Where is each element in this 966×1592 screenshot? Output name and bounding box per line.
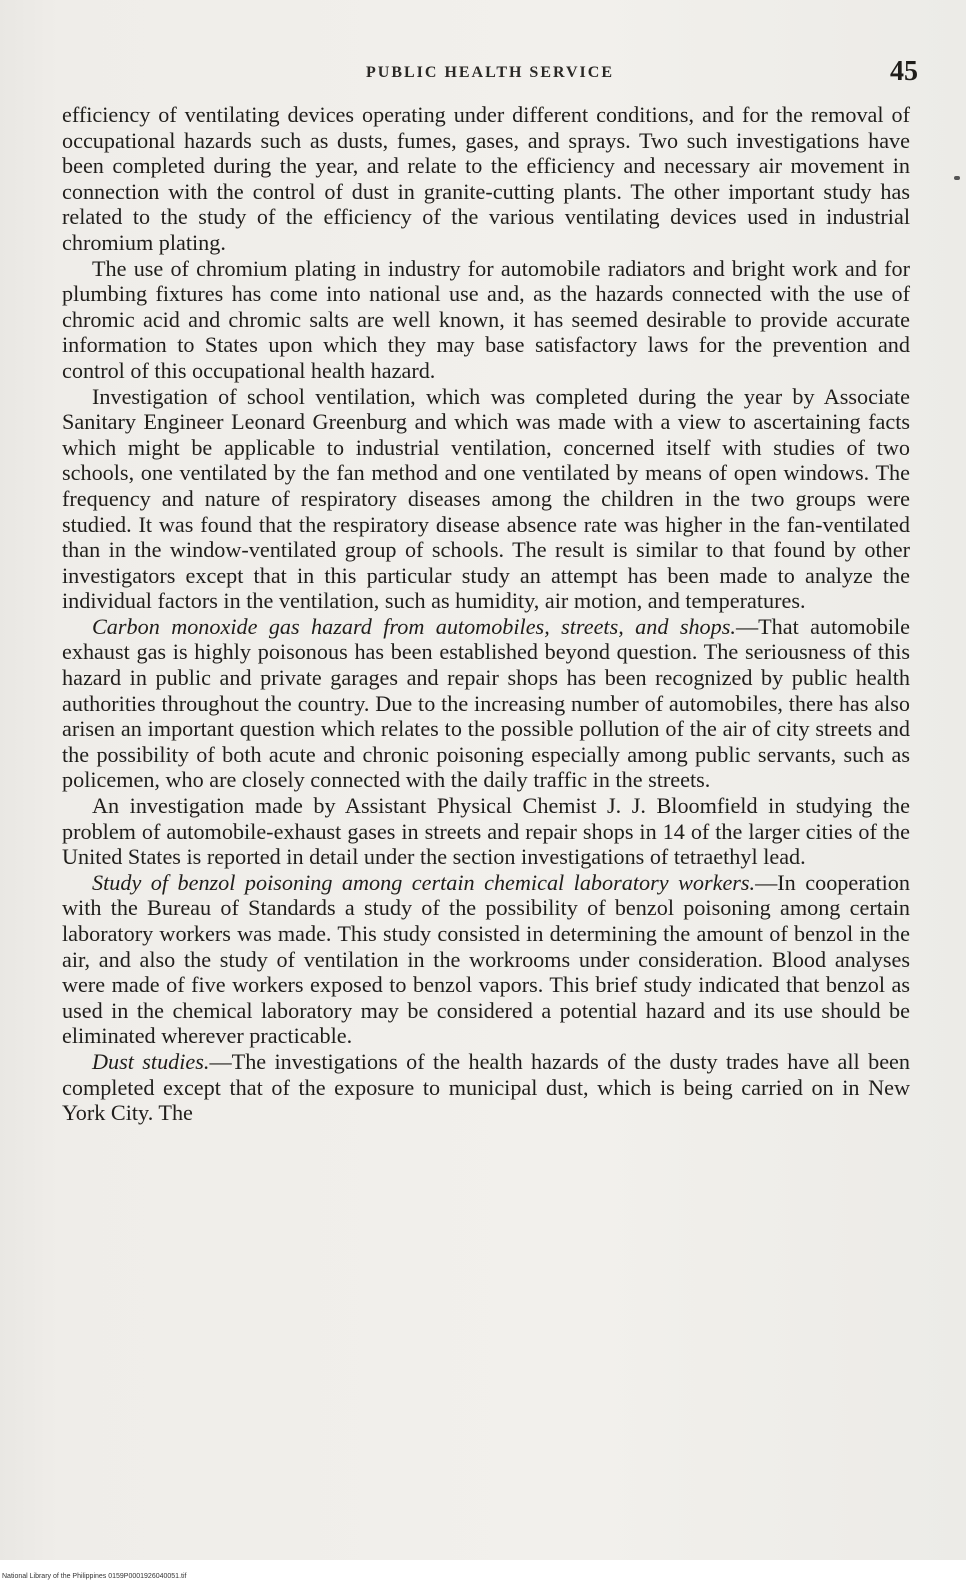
paragraph-text: An investigation made by Assistant Physical Chemist J. J. Bloomfield in studying the problem of automobile-exhaust gases in streets and repair shops in 14 of the larger cities of the United States is reported in detail under the section investigations of tetraethyl lead. xyxy=(62,793,910,870)
scan-source-label: National Library of the Philippines 0159P0001926040051.tif xyxy=(2,1573,187,1580)
paragraph-bloomfield-investigation xyxy=(62,793,910,870)
section-heading-dust-studies: Dust studies. xyxy=(92,1048,210,1074)
body-text xyxy=(62,102,910,1126)
paragraph-benzol-poisoning xyxy=(62,870,910,1049)
paragraph-efficiency xyxy=(62,102,910,256)
paragraph-text: Investigation of school ventilation, which was completed during the year by Associate Sanitary Engineer Leonard Greenburg and which was made with a view to ascertaining facts which might be applicable to industrial ventilation, concerned itself with studies of two schools, one ventilated by the fan method and one ventilated by means of open windows. The frequency and nature of respiratory diseases among the children in the two groups were studied. It was found that the respiratory disease absence rate was higher in the fan-ventilated than in the window-ventilated group of schools. The result is similar to that found by other investigators except that in this particular study an attempt has been made to analyze the individual factors in the ventilation, such as humidity, air motion, and temperatures. xyxy=(62,383,910,614)
paragraph-dust-studies xyxy=(62,1049,910,1126)
section-heading-carbon-monoxide: Carbon monoxide gas hazard from automobiles, streets, and shops. xyxy=(92,613,736,639)
paragraph-carbon-monoxide xyxy=(62,614,910,793)
page-header xyxy=(60,56,920,100)
paragraph-text: efficiency of ventilating devices operating under different conditions, and for the removal of occupational hazards such as dusts, fumes, gases, and sprays. Two such investigations have been completed during the year, and relate to the efficiency and necessary air movement in connection with the control of dust in granite-cutting plants. The other important study has related to the study of the efficiency of the various ventilating devices used in industrial chromium plating. xyxy=(62,102,910,255)
paragraph-text: —That automobile exhaust gas is highly poisonous has been established beyond question. The seriousness of this hazard in public and private garages and repair shops has been recognized by public health authorities throughout the country. Due to the increasing number of automobiles, there has also arisen an important question which relates to the possible pollution of the air of city streets and the possibility of both acute and chronic poisoning especially among public servants, such as policemen, who are closely connected with the daily traffic in the streets. xyxy=(62,613,910,793)
paragraph-school-ventilation xyxy=(62,384,910,614)
paragraph-chromium-plating xyxy=(62,256,910,384)
paragraph-text: —The investigations of the health hazards of the dusty trades have all been completed except that of the exposure to municipal dust, which is being carried on in New York City. The xyxy=(62,1048,910,1126)
paragraph-text: The use of chromium plating in industry for automobile radiators and bright work and for plumbing fixtures has come into national use and, as the hazards connected with the use of chromic acid and chromic salts are well known, it has seemed desirable to provide accurate information to States upon which they may base satisfactory laws for the prevention and control of this occupational health hazard. xyxy=(62,255,910,383)
section-heading-benzol: Study of benzol poisoning among certain chemical laboratory workers. xyxy=(92,869,756,895)
margin-mark xyxy=(954,176,960,180)
running-head: PUBLIC HEALTH SERVICE xyxy=(365,64,614,81)
scan-footer xyxy=(0,1560,966,1592)
page-number: 45 xyxy=(890,56,918,87)
paragraph-text: —In cooperation with the Bureau of Standards a study of the possibility of benzol poisoning among certain laboratory workers was made. This study consisted in determining the amount of benzol in the air, and also the study of ventilation in the workrooms under consideration. Blood analyses were made of five workers exposed to benzol vapors. This brief study indicated that benzol as used in the chemical laboratory may be considered a potential hazard and its use should be eliminated wherever practicable. xyxy=(62,869,910,1049)
